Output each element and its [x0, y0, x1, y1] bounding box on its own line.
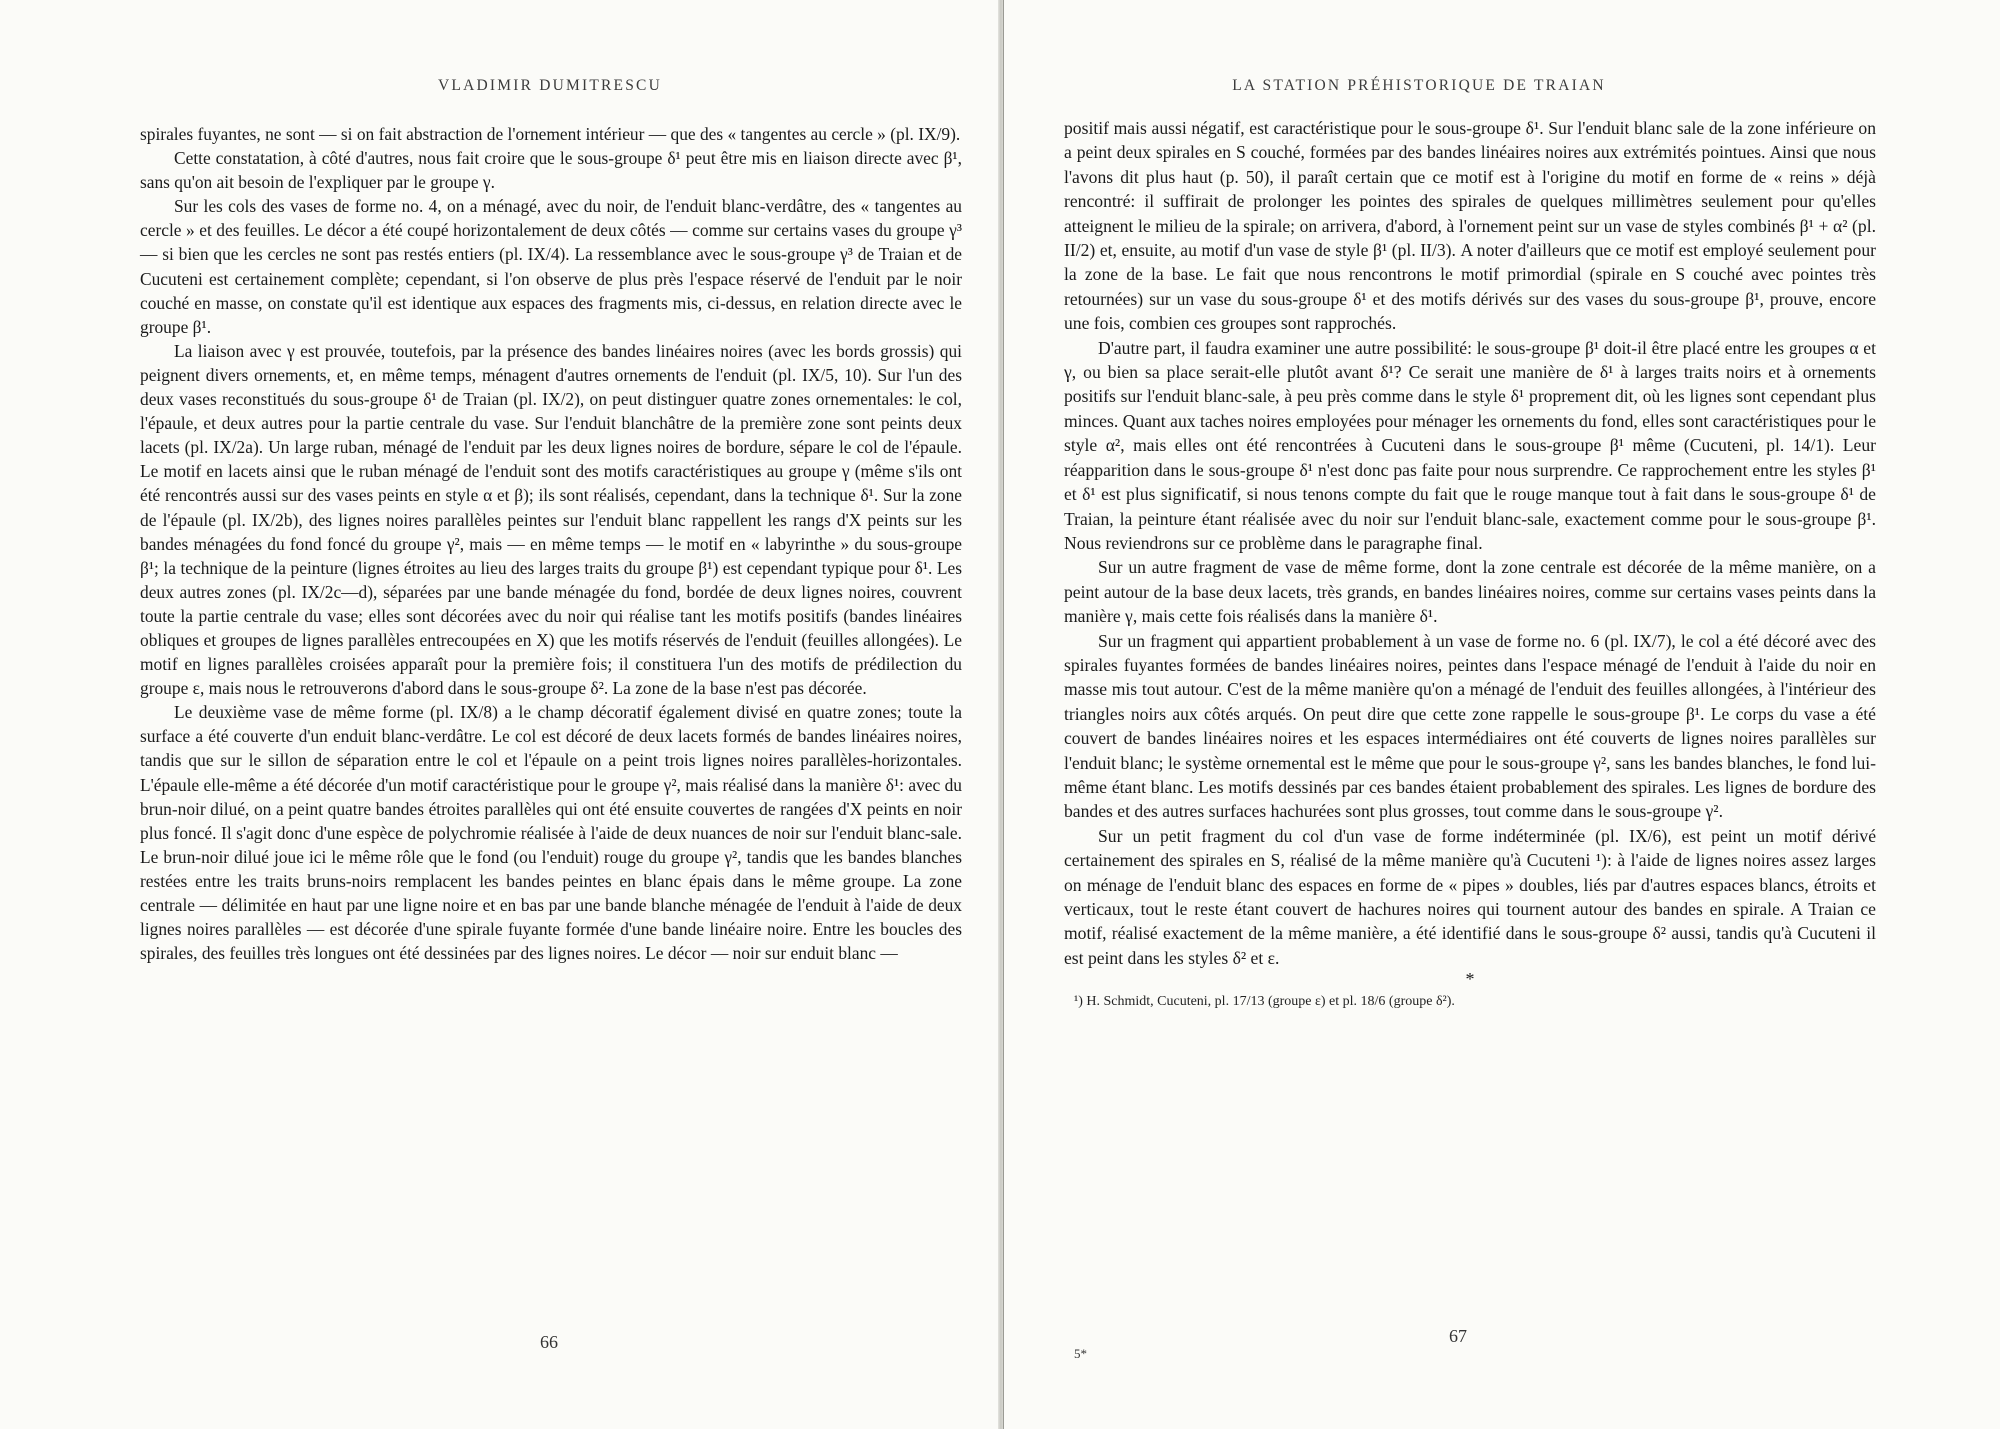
- section-asterisk: *: [1465, 969, 1475, 990]
- paragraph: Le deuxième vase de même forme (pl. IX/8) a le champ décoratif également divisé en quatre zones; toute la surface a été couverte d'un enduit blanc-verdâtre. Le col est décoré de deux lacets formés de bandes linéaires noires, tandis que sur le sillon de séparation entre le col et l'épaule on a peint trois lignes noires parallèles-horizontales. L'épaule elle-même a été décorée d'un motif caractéristique pour le groupe γ², mais réalisé dans la manière δ¹: avec du brun-noir dilué, on a peint quatre bandes étroites parallèles qui ont été ensuite couvertes de rangées d'X peints en noir plus foncé. Il s'agit donc d'une espèce de polychromie réalisée à l'aide de deux nuances de noir sur l'enduit blanc-sale. Le brun-noir dilué joue ici le même rôle que le fond (ou l'enduit) rouge du groupe γ², tandis que les bandes blanches restées entre les traits bruns-noirs remplacent les bandes peintes en blanc épais dans le même groupe. La zone centrale — délimitée en haut par une ligne noire et en bas par une bande blanche ménagée de l'enduit à l'aide de deux lignes noires parallèles — est décorée d'une spirale fuyante formée d'une bande linéaire noire. Entre les boucles des spirales, des feuilles très longues ont été dessinées par des lignes noires. Le décor — noir sur enduit blanc —: [140, 702, 962, 964]
- left-page: [0, 0, 998, 1429]
- paragraph: spirales fuyantes, ne sont — si on fait abstraction de l'ornement intérieur — que des « tangentes au cercle » (pl. IX/9).: [140, 124, 961, 144]
- page-number-left: 66: [540, 1332, 558, 1352]
- paragraph: Sur un autre fragment de vase de même forme, dont la zone centrale est décorée de la même manière, on a peint autour de la base deux lacets, très grands, en bandes linéaires noires, comme sur certains vases peints dans la manière γ, mais cette fois réalisés dans la manière δ¹.: [1064, 557, 1876, 627]
- paragraph: positif mais aussi négatif, est caractéristique pour le sous-groupe δ¹. Sur l'enduit blanc sale de la zone inférieure on a peint deux spirales en S couché, formées par des bandes linéaires noires aux extrémités pointues. Ainsi que nous l'avons dit plus haut (p. 50), il paraît certain que ce motif est à l'origine du motif en forme de « reins » déjà rencontré: il suffirait de prolonger les pointes des spirales de quelques millimètres seulement pour qu'elles atteignent le milieu de la spirale; on arrivera, d'abord, à l'ornement peint sur un vase de styles combinés β¹ + α² (pl. II/2) et, ensuite, au motif d'un vase de style β¹ (pl. II/3). A noter d'ailleurs que ce motif est employé seulement pour la zone de la base. Le fait que nous rencontrons le motif primordial (spirale en S couché avec pointes très retournées) sur un vase du sous-groupe δ¹ et des motifs dérivés sur des vases du sous-groupe β¹, prouve, encore une fois, combien ces groupes sont rapprochés.: [1064, 118, 1876, 334]
- paragraph: D'autre part, il faudra examiner une autre possibilité: le sous-groupe β¹ doit-il être placé entre les groupes α et γ, ou bien sa place serait-elle plutôt avant δ¹? Ce serait une manière de δ¹ à larges traits noirs et à ornements positifs sur l'enduit blanc-sale, à peu près comme dans le style δ¹ proprement dit, où les lignes sont cependant plus minces. Quant aux taches noires employées pour ménager les ornements du fond, elles sont caractéristiques pour le style α², mais elles ont été rencontrées à Cucuteni dans le sous-groupe β¹ même (Cucuteni, pl. 14/1). Leur réapparition dans le sous-groupe δ¹ n'est donc pas faite pour nous surprendre. Ce rapprochement entre les styles β¹ et δ¹ est plus significatif, si nous tenons compte du fait que le rouge manque tout à fait dans le sous-groupe δ¹ de Traian, la peinture étant réalisée avec du noir sur l'enduit blanc-sale, exactement comme pour le sous-groupe β¹. Nous reviendrons sur ce problème dans le paragraphe final.: [1064, 337, 1876, 553]
- page-number-right: 67: [1449, 1326, 1467, 1346]
- running-head-left: VLADIMIR DUMITRESCU: [438, 77, 662, 94]
- signature-mark: 5*: [1074, 1346, 1087, 1361]
- footnote: ¹) H. Schmidt, Cucuteni, pl. 17/13 (groupe ε) et pl. 18/6 (groupe δ²).: [1074, 994, 1455, 1010]
- paragraph: La liaison avec γ est prouvée, toutefois, par la présence des bandes linéaires noires (avec les bords grossis) qui peignent divers ornements, et, en même temps, ménagent d'autres ornements de l'enduit (pl. IX/5, 10). Sur l'un des deux vases reconstitués du sous-groupe δ¹ de Traian (pl. IX/2), on peut distinguer quatre zones ornementales: le col, l'épaule, et deux autres pour la partie centrale du vase. Sur l'enduit blanchâtre de la première zone sont peints deux lacets (pl. IX/2a). Un large ruban, ménagé de l'enduit par les deux lignes noires de bordure, sépare le col de l'épaule. Le motif en lacets ainsi que le ruban ménagé de l'enduit sont des motifs caractéristiques au groupe γ (même s'ils ont été rencontrés aussi sur des vases peints en style α et β); ils sont réalisés, cependant, dans la technique δ¹. Sur la zone de l'épaule (pl. IX/2b), des lignes noires parallèles peintes sur l'enduit blanc rappellent les rangs d'X peints sur les bandes ménagées du fond foncé du groupe γ², mais — en même temps — le motif en « labyrinthe » du sous-groupe β¹; la technique de la peinture (lignes étroites au lieu des larges traits du groupe β¹) est cependant typique pour δ¹. Les deux autres zones (pl. IX/2c—d), séparées par une bande ménagée du fond, bordée de deux lignes noires, couvrent toute la partie centrale du vase; elles sont décorées avec du noir qui réalise tant les motifs positifs (bandes linéaires obliques et groupes de lignes parallèles entrecoupées en X) que les motifs réservés de l'enduit (feuilles allongées). Le motif en lignes parallèles croisées apparaît pour la première fois; il constituera l'un des motifs de prédilection du groupe ε, mais nous le retrouverons d'abord dans le sous-groupe δ². La zone de la base n'est pas décorée.: [140, 340, 962, 699]
- right-page: [1004, 0, 2000, 1429]
- right-body-text: [1064, 116, 1876, 1012]
- paragraph: Sur un fragment qui appartient probablement à un vase de forme no. 6 (pl. IX/7), le col a été décoré avec des spirales fuyantes formées de bandes linéaires noires, peintes dans l'espace ménagé de l'enduit à l'aide du noir en masse mis tout autour. C'est de la même manière qu'on a ménagé de l'enduit des feuilles allongées, à l'intérieur des triangles noirs aux côtés arqués. On peut dire que cette zone rappelle le sous-groupe β¹. Le corps du vase a été couvert de bandes linéaires noires et les espaces intermédiaires ont été couverts de lignes noires parallèles sur l'enduit blanc; le système ornemental est le même que pour le sous-groupe γ², sans les bandes blanches, le fond lui-même étant blanc. Les motifs dessinés par ces bandes étaient probablement des spirales. Les lignes de bordure des bandes et des autres surfaces hachurées sont plus grosses, tout comme dans le sous-groupe γ².: [1064, 630, 1876, 822]
- running-head-right: LA STATION PRÉHISTORIQUE DE TRAIAN: [1232, 77, 1606, 94]
- paragraph: Sur les cols des vases de forme no. 4, on a ménagé, avec du noir, de l'enduit blanc-verdâtre, des « tangentes au cercle » et des feuilles. Le décor a été coupé horizontalement de deux côtés — comme sur certains vases du groupe γ³ — si bien que les cercles ne sont pas restés entiers (pl. IX/4). La ressemblance avec le sous-groupe γ³ de Traian et de Cucuteni est certainement complète; cependant, si l'on observe de plus près l'espace réservé de l'enduit par le noir couché en masse, on constate qu'il est identique aux espaces des fragments mis, ci-dessus, en relation directe avec le groupe β¹.: [140, 196, 962, 337]
- left-body-text: [140, 122, 962, 965]
- paragraph: Cette constatation, à côté d'autres, nous fait croire que le sous-groupe δ¹ peut être mis en liaison directe avec β¹, sans qu'on ait besoin de l'expliquer par le groupe γ.: [140, 148, 962, 193]
- paragraph: Sur un petit fragment du col d'un vase de forme indéterminée (pl. IX/6), est peint un motif dérivé certainement des spirales en S, réalisé de la même manière qu'à Cucuteni ¹): à l'aide de lignes noires assez larges on ménage de l'enduit blanc des espaces en forme de « pipes » doubles, liés par d'autres espaces blancs, étroits et verticaux, tout le reste étant couvert de hachures noires qui tournent autour des bandes en spirale. A Traian ce motif, réalisé exactement de la même manière, a été identifié dans le sous-groupe δ² aussi, tandis qu'à Cucuteni il est peint dans les styles δ² et ε.: [1064, 825, 1876, 968]
